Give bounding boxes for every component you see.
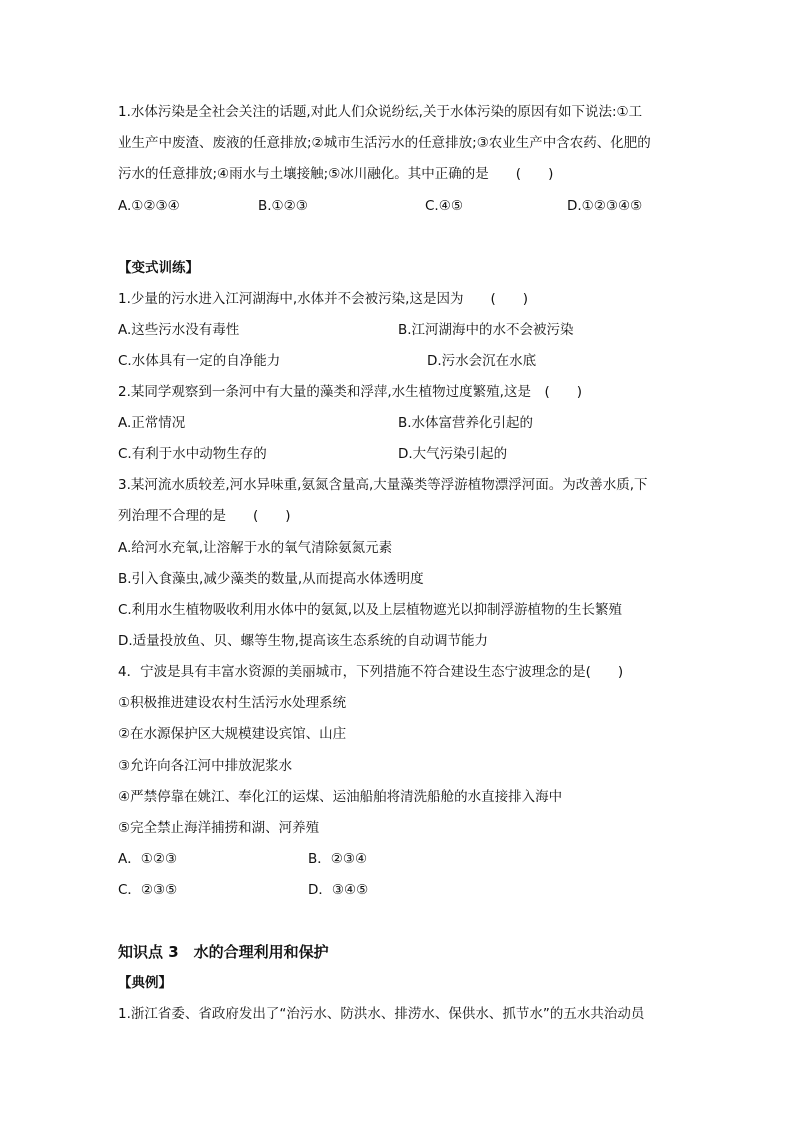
v1-option-a: A.这些污水没有毒性 bbox=[118, 322, 240, 338]
v2-stem: 2.某同学观察到一条河中有大量的藻类和浮萍,水生植物过度繁殖,这是 ( ) bbox=[118, 384, 582, 400]
q1-line-3: 污水的任意排放;④雨水与土壤接触;⑤冰川融化。其中正确的是 ( ) bbox=[118, 166, 554, 182]
knowledge-point-heading: 知识点 3 水的合理利用和保护 bbox=[118, 943, 329, 961]
q1-option-a: A.①②③④ bbox=[118, 198, 180, 214]
q1-option-c: C.④⑤ bbox=[425, 198, 463, 214]
v4-item-4: ④严禁停靠在姚江、奉化江的运煤、运油船舶将清洗船舱的水直接排入海中 bbox=[118, 789, 563, 805]
v3-option-b: B.引入食藻虫,减少藻类的数量,从而提高水体透明度 bbox=[118, 571, 424, 587]
v4-stem: 4．宁波是具有丰富水资源的美丽城市，下列措施不符合建设生态宁波理念的是( ) bbox=[118, 664, 624, 680]
v3-option-a: A.给河水充氧,让溶解于水的氧气清除氨氮元素 bbox=[118, 540, 393, 556]
v3-option-d: D.适量投放鱼、贝、螺等生物,提高该生态系统的自动调节能力 bbox=[118, 633, 488, 649]
v3-line-1: 3.某河流水质较差,河水异味重,氨氮含量高,大量藻类等浮游植物漂浮河面。为改善水质,下 bbox=[118, 477, 648, 493]
v4-option-d: D．③④⑤ bbox=[308, 882, 369, 898]
q1-line-1: 1.水体污染是全社会关注的话题,对此人们众说纷纭,关于水体污染的原因有如下说法:①工 bbox=[118, 104, 643, 120]
v1-option-c: C.水体具有一定的自净能力 bbox=[118, 353, 281, 369]
e1-line-1: 1.浙江省委、省政府发出了“治污水、防洪水、排涝水、保供水、抓节水”的五水共治动员 bbox=[118, 1006, 645, 1022]
v4-option-b: B．②③④ bbox=[308, 851, 368, 867]
v4-item-3: ③允许向各江河中排放泥浆水 bbox=[118, 758, 293, 774]
v4-item-5: ⑤完全禁止海洋捕捞和湖、河养殖 bbox=[118, 820, 320, 836]
v1-stem: 1.少量的污水进入江河湖海中,水体并不会被污染,这是因为 ( ) bbox=[118, 291, 528, 307]
v4-item-1: ①积极推进建设农村生活污水处理系统 bbox=[118, 695, 347, 711]
v1-option-d: D.污水会沉在水底 bbox=[427, 353, 537, 369]
q1-option-d: D.①②③④⑤ bbox=[567, 198, 643, 214]
q1-line-2: 业生产中废渣、废液的任意排放;②城市生活污水的任意排放;③农业生产中含农药、化肥的 bbox=[118, 135, 651, 151]
section-heading-example: 【典例】 bbox=[118, 975, 172, 991]
v3-option-c: C.利用水生植物吸收利用水体中的氨氮,以及上层植物遮光以抑制浮游植物的生长繁殖 bbox=[118, 602, 623, 618]
v2-option-a: A.正常情况 bbox=[118, 415, 186, 431]
v2-option-c: C.有利于水中动物生存的 bbox=[118, 446, 267, 462]
v4-item-2: ②在水源保护区大规模建设宾馆、山庄 bbox=[118, 726, 347, 742]
v4-option-a: A．①②③ bbox=[118, 851, 178, 867]
section-heading-variant: 【变式训练】 bbox=[118, 260, 199, 276]
q1-option-b: B.①②③ bbox=[258, 198, 308, 214]
v4-option-c: C．②③⑤ bbox=[118, 882, 178, 898]
v1-option-b: B.江河湖海中的水不会被污染 bbox=[398, 322, 574, 338]
v2-option-b: B.水体富营养化引起的 bbox=[398, 415, 534, 431]
v3-line-2: 列治理不合理的是 ( ) bbox=[118, 508, 291, 524]
v2-option-d: D.大气污染引起的 bbox=[398, 446, 508, 462]
